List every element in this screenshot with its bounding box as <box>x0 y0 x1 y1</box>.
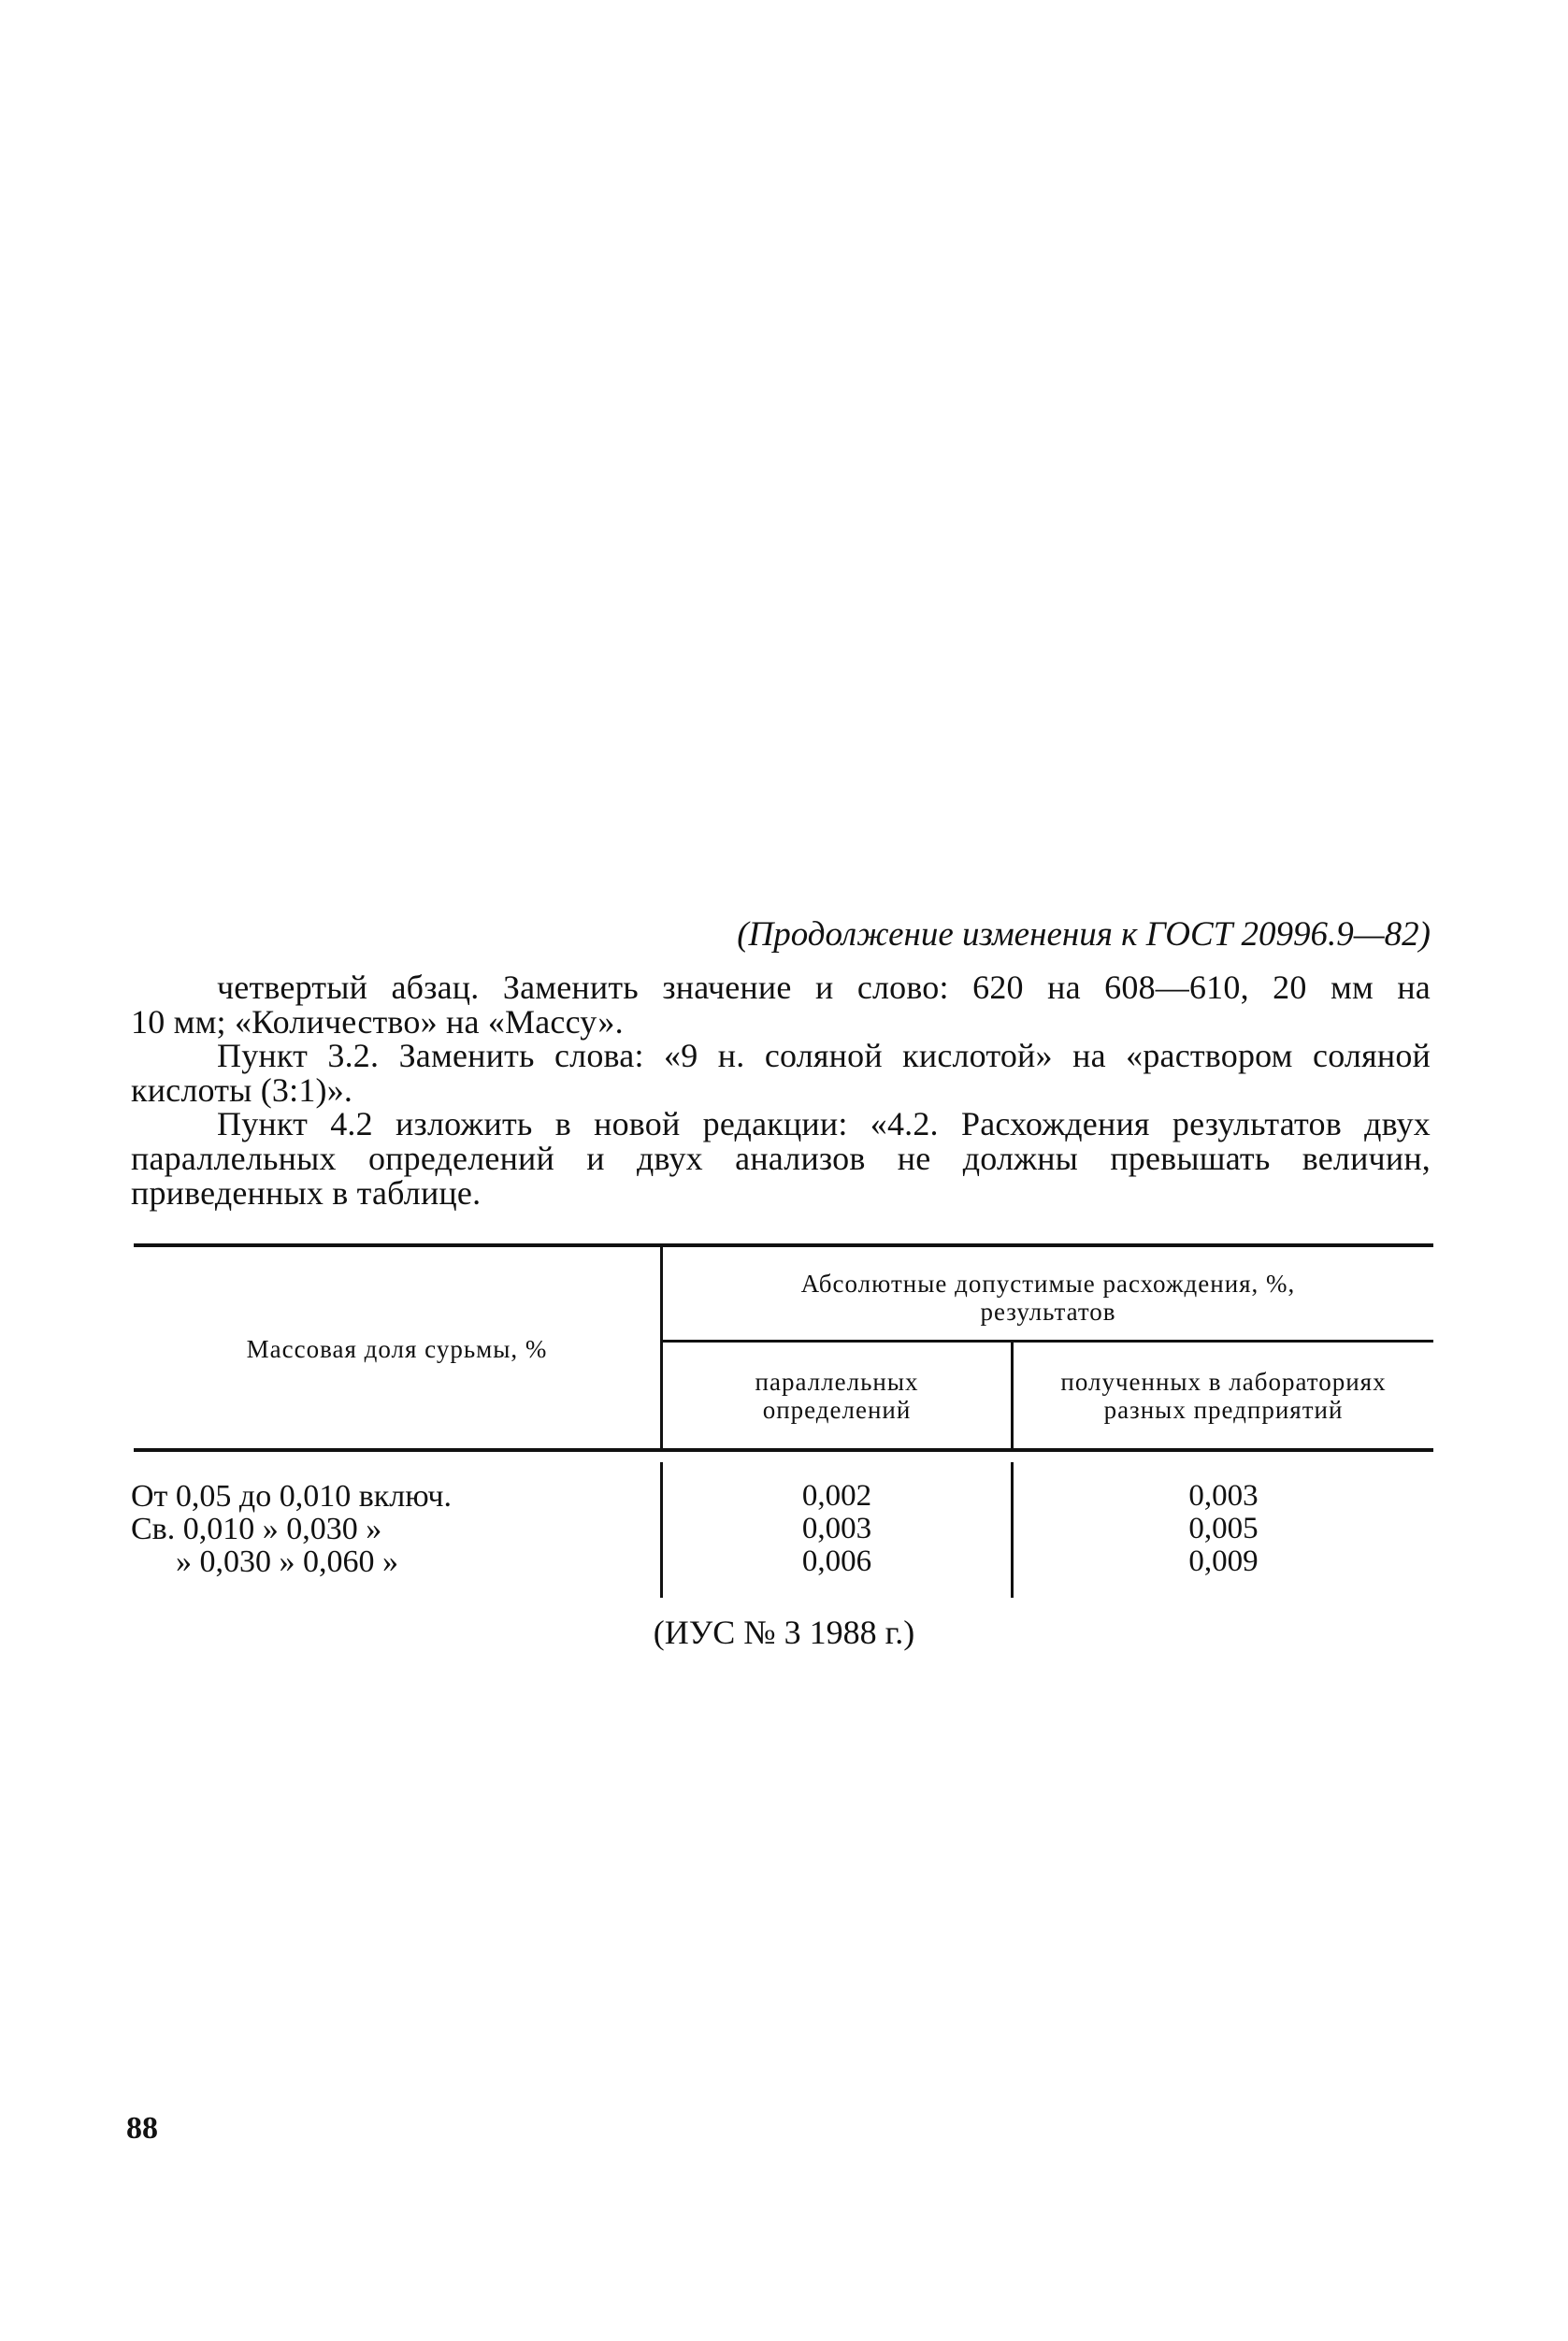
labs-column-values <box>1014 1480 1433 1578</box>
continuation-header: (Продолжение изменения к ГОСТ 20996.9—82) <box>737 915 1431 954</box>
paragraph-line: четвертый абзац. Заменить значение и слово: 620 на 608—610, 20 мм на <box>217 969 1431 1006</box>
group-header-line: Абсолютные допустимые расхождения, %, <box>800 1270 1296 1298</box>
paragraph-line: Пункт 4.2 изложить в новой редакции: «4.2. Расхождения результатов двух <box>217 1105 1431 1142</box>
table-row-label: От 0,05 до 0,010 включ. <box>131 1479 452 1514</box>
row-labels <box>131 1480 452 1578</box>
paragraph-line: Пункт 3.2. Заменить слова: «9 н. соляной кислотой» на «раствором соляной <box>217 1037 1431 1074</box>
group-header-underline <box>663 1340 1433 1343</box>
table-cell: 0,002 <box>801 1479 872 1513</box>
paragraph-3 <box>131 1107 1431 1211</box>
page-number: 88 <box>126 2111 158 2146</box>
source-reference: (ИУС № 3 1988 г.) <box>653 1614 915 1651</box>
paragraph-1 <box>131 970 1431 1040</box>
paragraph-2 <box>131 1039 1431 1108</box>
paragraph-line: 10 мм; «Количество» на «Массу». <box>131 1003 624 1041</box>
table-cell: 0,006 <box>801 1544 872 1578</box>
table-cell: 0,003 <box>801 1512 872 1545</box>
table-cell: 0,005 <box>1188 1512 1259 1545</box>
parallel-column-values <box>663 1480 1011 1578</box>
group-header-line: результатов <box>980 1298 1116 1326</box>
col2-header <box>663 1368 1011 1424</box>
col3-header <box>1014 1368 1433 1424</box>
paragraph-line: приведенных в таблице. <box>131 1174 482 1212</box>
group-header <box>663 1270 1433 1326</box>
col3-header-line: разных предприятий <box>1103 1396 1344 1424</box>
paragraph-line: параллельных определений и двух анализов не должны превышать величин, <box>131 1140 1431 1177</box>
table-top-rule <box>134 1243 1433 1247</box>
table-cell: 0,009 <box>1188 1544 1259 1578</box>
paragraph-line: кислоты (3:1)». <box>131 1071 353 1109</box>
table-header-bottom-rule <box>134 1448 1433 1452</box>
col1-header: Массовая доля сурьмы, % <box>246 1335 548 1363</box>
table-cell: 0,003 <box>1188 1479 1259 1513</box>
col3-header-line: полученных в лабораториях <box>1060 1368 1387 1396</box>
table-row-label: Св. 0,010 » 0,030 » <box>131 1512 382 1546</box>
col2-header-line: определений <box>762 1396 912 1424</box>
table-row-label: » 0,030 » 0,060 » <box>176 1544 398 1579</box>
col2-header-line: параллельных <box>755 1368 919 1396</box>
